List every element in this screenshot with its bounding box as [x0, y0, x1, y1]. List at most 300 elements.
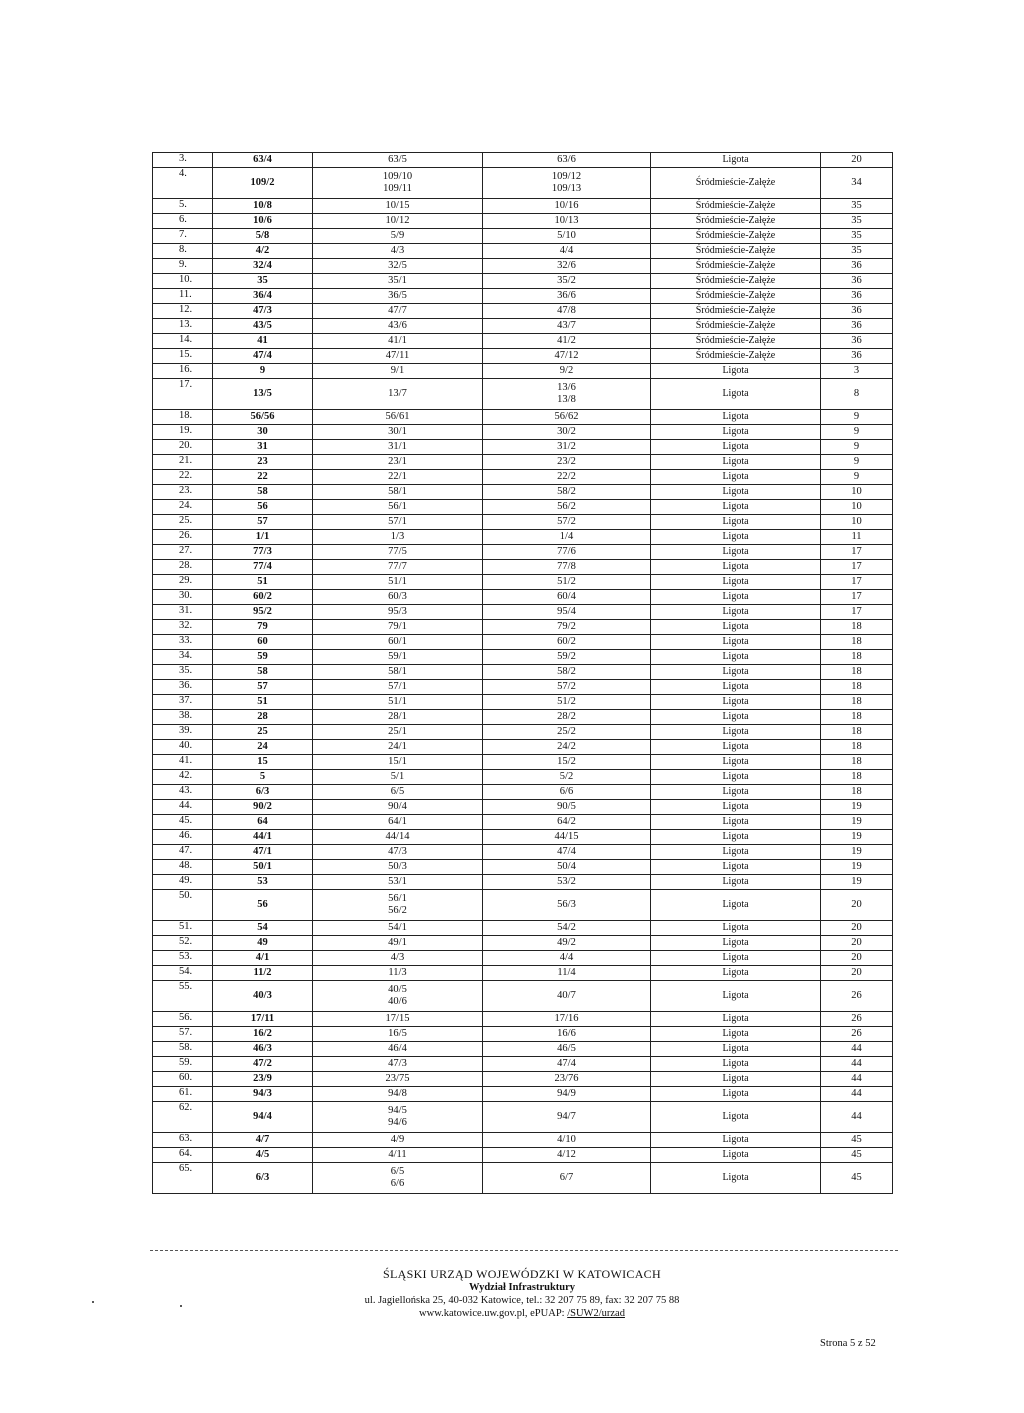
parcel-number: 23/75: [385, 1073, 410, 1084]
district-name: Śródmieście-Załęże: [651, 349, 821, 364]
parcel-split-a: [313, 725, 483, 740]
parcel-split-a: [313, 575, 483, 590]
parcel-number: 90/4: [388, 801, 407, 812]
parcel-split-a: [313, 845, 483, 860]
parcel-number: 30/2: [557, 426, 576, 437]
parcel-split-b: [483, 966, 651, 981]
district-name: Ligota: [651, 379, 821, 410]
row-number: 34.: [153, 650, 213, 665]
map-sheet-number: 17: [821, 590, 893, 605]
parcel-original: 64: [213, 815, 313, 830]
parcel-number: 47/8: [557, 305, 576, 316]
parcel-original: 94/4: [213, 1102, 313, 1133]
parcel-number: 10/13: [554, 215, 579, 226]
parcel-number: 95/4: [557, 606, 576, 617]
parcel-split-b: [483, 379, 651, 410]
scan-speck: [180, 1305, 182, 1307]
row-number: 5.: [153, 199, 213, 214]
district-name: Ligota: [651, 1163, 821, 1194]
table-row: [153, 815, 893, 830]
parcel-split-a: [313, 440, 483, 455]
parcel-number: 36/5: [388, 290, 407, 301]
row-number: 19.: [153, 425, 213, 440]
map-sheet-number: 10: [821, 515, 893, 530]
map-sheet-number: 36: [821, 304, 893, 319]
footer-dept: Wydział Infrastruktury: [468, 1282, 576, 1293]
row-number: 56.: [153, 1012, 213, 1027]
parcel-split-b: [483, 425, 651, 440]
parcel-split-b: [483, 755, 651, 770]
table-row: [153, 1133, 893, 1148]
parcel-number: 17/15: [385, 1013, 410, 1024]
parcel-original: 4/1: [213, 951, 313, 966]
parcel-original: 58: [213, 485, 313, 500]
parcel-number: 4/11: [388, 1149, 407, 1160]
parcel-number: 5/1: [390, 771, 405, 782]
district-name: Ligota: [651, 740, 821, 755]
parcel-original: 15: [213, 755, 313, 770]
table-row: [153, 650, 893, 665]
district-name: Śródmieście-Załęże: [651, 259, 821, 274]
parcel-split-b: [483, 1072, 651, 1087]
table-row: [153, 214, 893, 229]
parcel-split-b: [483, 921, 651, 936]
district-name: Ligota: [651, 1087, 821, 1102]
table-row: [153, 1148, 893, 1163]
map-sheet-number: 9: [821, 455, 893, 470]
district-name: Ligota: [651, 665, 821, 680]
parcel-split-b: [483, 815, 651, 830]
map-sheet-number: 3: [821, 364, 893, 379]
map-sheet-number: 20: [821, 890, 893, 921]
row-number: 8.: [153, 244, 213, 259]
parcel-original: 56: [213, 890, 313, 921]
row-number: 61.: [153, 1087, 213, 1102]
table-row: [153, 755, 893, 770]
parcel-split-a: [313, 695, 483, 710]
parcel-split-b: [483, 1148, 651, 1163]
parcel-number: 4/4: [559, 245, 574, 256]
parcel-split-b: [483, 665, 651, 680]
parcel-split-a: [313, 334, 483, 349]
map-sheet-number: 35: [821, 199, 893, 214]
parcel-split-b: [483, 1057, 651, 1072]
parcel-number: 24/1: [388, 741, 407, 752]
parcel-number: 5/2: [559, 771, 574, 782]
map-sheet-number: 45: [821, 1163, 893, 1194]
parcel-split-b: [483, 845, 651, 860]
parcel-number: 64/1: [388, 816, 407, 827]
row-number: 47.: [153, 845, 213, 860]
row-number: 53.: [153, 951, 213, 966]
parcel-split-b: [483, 1087, 651, 1102]
parcel-original: 6/3: [213, 1163, 313, 1194]
map-sheet-number: 45: [821, 1148, 893, 1163]
parcel-original: 90/2: [213, 800, 313, 815]
table-row: [153, 1072, 893, 1087]
parcel-original: 47/4: [213, 349, 313, 364]
row-number: 59.: [153, 1057, 213, 1072]
row-number: 16.: [153, 364, 213, 379]
map-sheet-number: 26: [821, 1012, 893, 1027]
parcel-split-b: [483, 153, 651, 168]
parcel-number: 40/6: [388, 996, 407, 1007]
map-sheet-number: 18: [821, 650, 893, 665]
parcel-split-b: [483, 981, 651, 1012]
parcel-split-a: [313, 590, 483, 605]
parcel-split-b: [483, 695, 651, 710]
parcel-original: 51: [213, 575, 313, 590]
table-row: [153, 545, 893, 560]
table-row: [153, 274, 893, 289]
parcel-split-b: [483, 500, 651, 515]
parcel-original: 23: [213, 455, 313, 470]
parcel-split-a: [313, 1102, 483, 1133]
parcel-original: 95/2: [213, 605, 313, 620]
parcel-number: 64/2: [557, 816, 576, 827]
parcel-original: 56: [213, 500, 313, 515]
parcel-number: 4/9: [390, 1134, 405, 1145]
parcel-number: 4/4: [559, 952, 574, 963]
parcel-original: 41: [213, 334, 313, 349]
parcel-number: 43/7: [557, 320, 576, 331]
parcel-split-a: [313, 410, 483, 425]
row-number: 22.: [153, 470, 213, 485]
parcel-number: 13/8: [557, 394, 576, 405]
map-sheet-number: 35: [821, 214, 893, 229]
parcel-number: 50/3: [388, 861, 407, 872]
parcel-original: 46/3: [213, 1042, 313, 1057]
map-sheet-number: 17: [821, 605, 893, 620]
row-number: 13.: [153, 319, 213, 334]
parcel-number: 13/7: [388, 388, 407, 399]
parcel-split-a: [313, 229, 483, 244]
parcel-number: 47/3: [388, 1058, 407, 1069]
row-number: 48.: [153, 860, 213, 875]
table-row: [153, 785, 893, 800]
district-name: Ligota: [651, 710, 821, 725]
map-sheet-number: 26: [821, 981, 893, 1012]
parcel-split-a: [313, 966, 483, 981]
table-row: [153, 695, 893, 710]
parcel-split-b: [483, 485, 651, 500]
parcel-number: 60/2: [557, 636, 576, 647]
row-number: 29.: [153, 575, 213, 590]
parcel-split-a: [313, 1012, 483, 1027]
district-name: Ligota: [651, 695, 821, 710]
parcel-split-b: [483, 860, 651, 875]
map-sheet-number: 19: [821, 875, 893, 890]
district-name: Ligota: [651, 485, 821, 500]
district-name: Ligota: [651, 1148, 821, 1163]
map-sheet-number: 36: [821, 334, 893, 349]
district-name: Ligota: [651, 815, 821, 830]
parcel-split-a: [313, 545, 483, 560]
row-number: 15.: [153, 349, 213, 364]
parcel-number: 63/5: [388, 154, 407, 165]
parcel-split-a: [313, 455, 483, 470]
map-sheet-number: 35: [821, 244, 893, 259]
table-row: [153, 951, 893, 966]
table-row: [153, 1042, 893, 1057]
parcel-number: 41/1: [388, 335, 407, 346]
parcel-number: 32/5: [388, 260, 407, 271]
parcel-split-a: [313, 830, 483, 845]
row-number: 18.: [153, 410, 213, 425]
row-number: 14.: [153, 334, 213, 349]
table-row: [153, 575, 893, 590]
parcel-split-a: [313, 755, 483, 770]
parcel-number: 63/6: [557, 154, 576, 165]
table-row: [153, 304, 893, 319]
map-sheet-number: 44: [821, 1057, 893, 1072]
page-number: Strona 5 z 52: [820, 1338, 876, 1349]
parcel-number: 6/5: [390, 1166, 405, 1177]
parcel-number: 25/1: [388, 726, 407, 737]
district-name: Śródmieście-Załęże: [651, 244, 821, 259]
footer-epuap-link[interactable]: /SUW2/urzad: [567, 1308, 625, 1319]
table-row: [153, 665, 893, 680]
district-name: Ligota: [651, 680, 821, 695]
footer: [262, 1268, 782, 1320]
parcel-split-a: [313, 199, 483, 214]
row-number: 42.: [153, 770, 213, 785]
parcel-number: 6/6: [390, 1178, 405, 1189]
footer-divider: [150, 1250, 898, 1251]
parcel-number: 47/12: [554, 350, 579, 361]
map-sheet-number: 35: [821, 229, 893, 244]
row-number: 9.: [153, 259, 213, 274]
parcel-split-b: [483, 410, 651, 425]
parcel-split-a: [313, 304, 483, 319]
map-sheet-number: 18: [821, 620, 893, 635]
parcel-split-b: [483, 635, 651, 650]
table-row: [153, 515, 893, 530]
district-name: Ligota: [651, 620, 821, 635]
district-name: Ligota: [651, 1072, 821, 1087]
map-sheet-number: 11: [821, 530, 893, 545]
parcel-split-a: [313, 620, 483, 635]
parcel-number: 22/1: [388, 471, 407, 482]
map-sheet-number: 9: [821, 410, 893, 425]
map-sheet-number: 10: [821, 500, 893, 515]
table-row: [153, 168, 893, 199]
table-row: [153, 635, 893, 650]
parcel-split-a: [313, 860, 483, 875]
table-row: [153, 485, 893, 500]
district-name: Ligota: [651, 800, 821, 815]
parcel-split-a: [313, 1163, 483, 1194]
parcel-number: 51/1: [388, 576, 407, 587]
map-sheet-number: 9: [821, 425, 893, 440]
parcel-number: 94/8: [388, 1088, 407, 1099]
parcel-split-a: [313, 364, 483, 379]
district-name: Ligota: [651, 515, 821, 530]
parcel-original: 51: [213, 695, 313, 710]
parcel-split-b: [483, 1012, 651, 1027]
parcel-split-b: [483, 319, 651, 334]
district-name: Ligota: [651, 860, 821, 875]
parcel-number: 28/1: [388, 711, 407, 722]
table-row: [153, 770, 893, 785]
parcel-split-b: [483, 545, 651, 560]
parcel-split-b: [483, 800, 651, 815]
district-name: Ligota: [651, 981, 821, 1012]
parcel-number: 56/1: [388, 893, 407, 904]
map-sheet-number: 18: [821, 710, 893, 725]
district-name: Ligota: [651, 1027, 821, 1042]
parcel-number: 16/6: [557, 1028, 576, 1039]
map-sheet-number: 19: [821, 845, 893, 860]
parcel-number: 77/7: [388, 561, 407, 572]
parcel-original: 109/2: [213, 168, 313, 199]
parcel-number: 58/1: [388, 486, 407, 497]
row-number: 39.: [153, 725, 213, 740]
table-row: [153, 199, 893, 214]
parcel-original: 5/8: [213, 229, 313, 244]
row-number: 20.: [153, 440, 213, 455]
parcel-original: 47/2: [213, 1057, 313, 1072]
row-number: 65.: [153, 1163, 213, 1194]
district-name: Ligota: [651, 785, 821, 800]
table-row: [153, 1087, 893, 1102]
row-number: 23.: [153, 485, 213, 500]
table-row: [153, 425, 893, 440]
parcel-table-body: [153, 153, 893, 1194]
parcel-split-a: [313, 1148, 483, 1163]
parcel-split-b: [483, 680, 651, 695]
district-name: Ligota: [651, 770, 821, 785]
parcel-split-a: [313, 815, 483, 830]
parcel-number: 59/2: [557, 651, 576, 662]
parcel-number: 109/10: [382, 171, 413, 182]
row-number: 43.: [153, 785, 213, 800]
map-sheet-number: 18: [821, 665, 893, 680]
parcel-original: 57: [213, 680, 313, 695]
parcel-original: 32/4: [213, 259, 313, 274]
parcel-number: 10/15: [385, 200, 410, 211]
scan-speck: [92, 1301, 94, 1303]
parcel-number: 94/7: [557, 1111, 576, 1122]
parcel-split-b: [483, 364, 651, 379]
parcel-number: 16/5: [388, 1028, 407, 1039]
parcel-split-a: [313, 319, 483, 334]
row-number: 35.: [153, 665, 213, 680]
row-number: 25.: [153, 515, 213, 530]
parcel-original: 9: [213, 364, 313, 379]
parcel-number: 53/2: [557, 876, 576, 887]
table-row: [153, 470, 893, 485]
row-number: 52.: [153, 936, 213, 951]
parcel-split-a: [313, 770, 483, 785]
parcel-number: 77/5: [388, 546, 407, 557]
district-name: Ligota: [651, 966, 821, 981]
table-row: [153, 530, 893, 545]
row-number: 30.: [153, 590, 213, 605]
row-number: 44.: [153, 800, 213, 815]
table-row: [153, 890, 893, 921]
map-sheet-number: 17: [821, 560, 893, 575]
parcel-split-a: [313, 710, 483, 725]
parcel-number: 28/2: [557, 711, 576, 722]
parcel-number: 9/2: [559, 365, 574, 376]
parcel-split-a: [313, 605, 483, 620]
district-name: Śródmieście-Załęże: [651, 304, 821, 319]
parcel-split-a: [313, 650, 483, 665]
parcel-split-b: [483, 590, 651, 605]
row-number: 11.: [153, 289, 213, 304]
district-name: Ligota: [651, 725, 821, 740]
district-name: Ligota: [651, 1012, 821, 1027]
district-name: Ligota: [651, 1102, 821, 1133]
table-row: [153, 605, 893, 620]
parcel-split-b: [483, 875, 651, 890]
district-name: Ligota: [651, 455, 821, 470]
parcel-split-a: [313, 635, 483, 650]
map-sheet-number: 18: [821, 680, 893, 695]
parcel-split-b: [483, 530, 651, 545]
parcel-original: 4/5: [213, 1148, 313, 1163]
map-sheet-number: 10: [821, 485, 893, 500]
parcel-number: 49/1: [388, 937, 407, 948]
table-row: [153, 1163, 893, 1194]
district-name: Ligota: [651, 890, 821, 921]
parcel-table: [152, 152, 893, 1194]
parcel-split-b: [483, 1133, 651, 1148]
parcel-original: 47/1: [213, 845, 313, 860]
parcel-original: 44/1: [213, 830, 313, 845]
parcel-original: 77/4: [213, 560, 313, 575]
parcel-number: 13/6: [557, 382, 576, 393]
parcel-number: 1/4: [559, 531, 574, 542]
parcel-number: 11/4: [557, 967, 576, 978]
footer-address: ul. Jagiellońska 25, 40-032 Katowice, tel.: 32 207 75 89, fax: 32 207 75 88: [364, 1295, 680, 1306]
parcel-number: 60/1: [388, 636, 407, 647]
parcel-number: 11/3: [388, 967, 407, 978]
parcel-number: 56/61: [385, 411, 410, 422]
district-name: Ligota: [651, 875, 821, 890]
row-number: 60.: [153, 1072, 213, 1087]
row-number: 64.: [153, 1148, 213, 1163]
parcel-split-a: [313, 680, 483, 695]
map-sheet-number: 18: [821, 695, 893, 710]
parcel-number: 57/2: [557, 516, 576, 527]
parcel-number: 50/4: [557, 861, 576, 872]
parcel-original: 77/3: [213, 545, 313, 560]
parcel-number: 51/2: [557, 696, 576, 707]
district-name: Ligota: [651, 830, 821, 845]
parcel-original: 23/9: [213, 1072, 313, 1087]
map-sheet-number: 17: [821, 545, 893, 560]
parcel-number: 94/6: [388, 1117, 407, 1128]
district-name: Ligota: [651, 530, 821, 545]
table-row: [153, 334, 893, 349]
parcel-number: 109/13: [551, 183, 582, 194]
parcel-number: 56/62: [554, 411, 579, 422]
parcel-original: 1/1: [213, 530, 313, 545]
parcel-original: 22: [213, 470, 313, 485]
district-name: Ligota: [651, 440, 821, 455]
parcel-split-a: [313, 349, 483, 364]
parcel-number: 60/3: [388, 591, 407, 602]
parcel-number: 22/2: [557, 471, 576, 482]
parcel-number: 40/5: [388, 984, 407, 995]
row-number: 41.: [153, 755, 213, 770]
map-sheet-number: 20: [821, 966, 893, 981]
parcel-number: 10/12: [385, 215, 410, 226]
parcel-split-a: [313, 800, 483, 815]
parcel-split-a: [313, 665, 483, 680]
